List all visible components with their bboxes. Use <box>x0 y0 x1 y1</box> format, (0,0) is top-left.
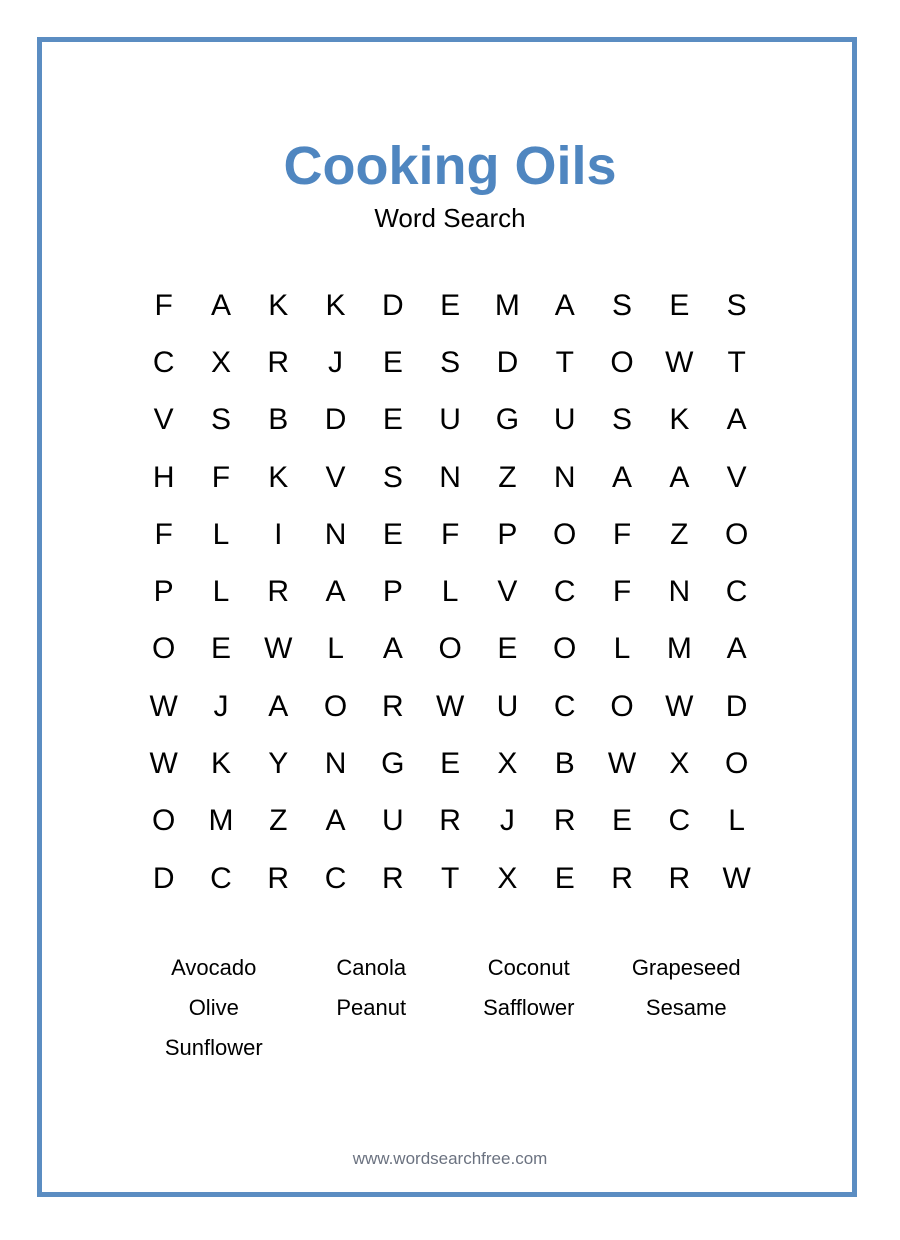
grid-letter: Y <box>268 747 289 781</box>
grid-letter: O <box>438 632 462 666</box>
grid-letter: S <box>726 288 747 322</box>
grid-letter: R <box>267 861 290 895</box>
grid-letter: W <box>665 689 694 723</box>
grid-letter: F <box>154 288 173 322</box>
grid-letter: E <box>669 288 690 322</box>
grid-letter: W <box>149 747 178 781</box>
grid-letter: R <box>267 575 290 609</box>
grid-letter: K <box>210 747 231 781</box>
grid-letter: R <box>611 861 633 895</box>
grid-letter: X <box>497 747 518 781</box>
grid-letter: N <box>553 460 576 494</box>
grid-letter: M <box>666 632 692 666</box>
grid-letter: L <box>441 575 459 609</box>
grid-letter: L <box>728 804 745 838</box>
grid-letter: O <box>553 632 577 666</box>
grid-letter: A <box>268 689 289 723</box>
grid-letter: E <box>497 632 518 666</box>
grid-letter: O <box>724 517 749 551</box>
grid-letter: K <box>268 288 289 322</box>
grid-letter: R <box>439 804 461 838</box>
grid-letter: F <box>612 517 632 551</box>
grid-letter: C <box>152 345 175 379</box>
grid-letter: L <box>212 517 230 551</box>
grid-letter: V <box>726 460 747 494</box>
grid-letter: M <box>494 288 520 322</box>
grid-letter: P <box>153 575 174 609</box>
grid-letter: W <box>722 861 751 895</box>
grid-letter: N <box>324 747 347 781</box>
grid-letter: C <box>553 689 576 723</box>
grid-letter: R <box>267 345 290 379</box>
grid-letter: P <box>497 517 518 551</box>
grid-letter: A <box>554 288 575 322</box>
grid-letter: N <box>439 460 461 494</box>
grid-letter: J <box>499 804 515 838</box>
grid-letter: G <box>495 403 520 437</box>
word-list <box>135 948 765 1068</box>
grid-letter: D <box>382 288 404 322</box>
grid-letter: O <box>610 689 634 723</box>
grid-letter: Z <box>498 460 517 494</box>
grid-letter: T <box>727 345 746 379</box>
grid-letter: L <box>327 632 344 666</box>
grid-letter: A <box>210 288 231 322</box>
grid-letter: F <box>211 460 231 494</box>
grid-letter: E <box>382 345 403 379</box>
grid-letter: V <box>325 460 346 494</box>
grid-letter: K <box>268 460 289 494</box>
grid-letter: O <box>553 517 577 551</box>
grid-letter: E <box>612 804 633 838</box>
grid-letter: J <box>328 345 344 379</box>
grid-letter: W <box>149 689 178 723</box>
word-list-item: Olive <box>188 995 239 1020</box>
grid-letter: A <box>325 575 346 609</box>
grid-letter: K <box>669 403 690 437</box>
grid-letter: S <box>210 403 231 437</box>
grid-letter: P <box>382 575 403 609</box>
word-list-item: Peanut <box>336 995 407 1020</box>
grid-letter: W <box>665 345 694 379</box>
grid-letter: N <box>324 517 347 551</box>
grid-letter: U <box>553 403 576 437</box>
grid-letter: C <box>553 575 576 609</box>
grid-letter: B <box>554 747 575 781</box>
grid-letter: W <box>264 632 293 666</box>
grid-letter: W <box>435 689 465 723</box>
word-list-item: Sunflower <box>164 1035 263 1060</box>
grid-letter: F <box>440 517 460 551</box>
grid-letter: X <box>210 345 231 379</box>
grid-letter: D <box>725 689 748 723</box>
grid-letter: D <box>152 861 175 895</box>
grid-letter: J <box>213 689 229 723</box>
grid-letter: E <box>554 861 575 895</box>
grid-letter: X <box>497 861 518 895</box>
grid-letter: R <box>668 861 691 895</box>
puzzle-subtitle: Word Search <box>374 203 526 233</box>
grid-letter: C <box>324 861 347 895</box>
grid-letter: X <box>669 747 690 781</box>
grid-letter: A <box>669 460 690 494</box>
grid-letter: H <box>152 460 175 494</box>
grid-letter: Z <box>670 517 689 551</box>
grid-letter: U <box>439 403 461 437</box>
grid-letter: O <box>724 747 749 781</box>
grid-letter: S <box>382 460 403 494</box>
grid-letter: R <box>382 689 404 723</box>
grid-letter: T <box>440 861 460 895</box>
grid-letter: Z <box>269 804 288 838</box>
grid-letter: W <box>607 747 637 781</box>
word-list-item: Canola <box>336 955 407 980</box>
puzzle-title: Cooking Oils <box>283 136 617 196</box>
grid-letter: A <box>325 804 346 838</box>
grid-letter: R <box>382 861 404 895</box>
grid-letter: K <box>325 288 346 322</box>
grid-letter: O <box>151 804 176 838</box>
grid-letter: E <box>210 632 231 666</box>
grid-letter: I <box>274 517 283 551</box>
word-list-item: Coconut <box>487 955 570 980</box>
footer-url[interactable]: www.wordsearchfree.com <box>352 1149 548 1168</box>
grid-letter: C <box>668 804 691 838</box>
grid-letter: F <box>154 517 173 551</box>
grid-letter: C <box>210 861 232 895</box>
grid-letter: L <box>212 575 230 609</box>
grid-letter: D <box>496 345 519 379</box>
grid-letter: M <box>208 804 234 838</box>
grid-letter: S <box>440 345 461 379</box>
word-list-item: Safflower <box>483 995 575 1020</box>
grid-letter: E <box>382 403 403 437</box>
word-list-item: Avocado <box>171 955 257 980</box>
grid-letter: L <box>613 632 631 666</box>
grid-letter: F <box>612 575 632 609</box>
grid-letter: A <box>726 632 747 666</box>
grid-letter: E <box>440 288 461 322</box>
word-list-item: Sesame <box>645 995 727 1020</box>
grid-letter: O <box>610 345 634 379</box>
grid-letter: U <box>496 689 519 723</box>
grid-letter: T <box>555 345 574 379</box>
grid-letter: S <box>612 288 633 322</box>
grid-letter: O <box>323 689 348 723</box>
grid-letter: V <box>497 575 518 609</box>
grid-letter: N <box>668 575 691 609</box>
grid-letter: A <box>612 460 633 494</box>
grid-letter: A <box>726 403 747 437</box>
grid-letter: U <box>382 804 404 838</box>
grid-letter: A <box>382 632 403 666</box>
grid-letter: O <box>151 632 176 666</box>
grid-letter: C <box>725 575 748 609</box>
grid-letter: D <box>324 403 347 437</box>
grid-letter: S <box>612 403 633 437</box>
grid-letter: G <box>381 747 405 781</box>
grid-letter: E <box>382 517 403 551</box>
letter-grid <box>135 277 765 907</box>
grid-letter: V <box>153 403 174 437</box>
word-list-item: Grapeseed <box>631 955 741 980</box>
grid-letter: E <box>440 747 461 781</box>
grid-letter: B <box>268 403 289 437</box>
grid-letter: R <box>553 804 576 838</box>
